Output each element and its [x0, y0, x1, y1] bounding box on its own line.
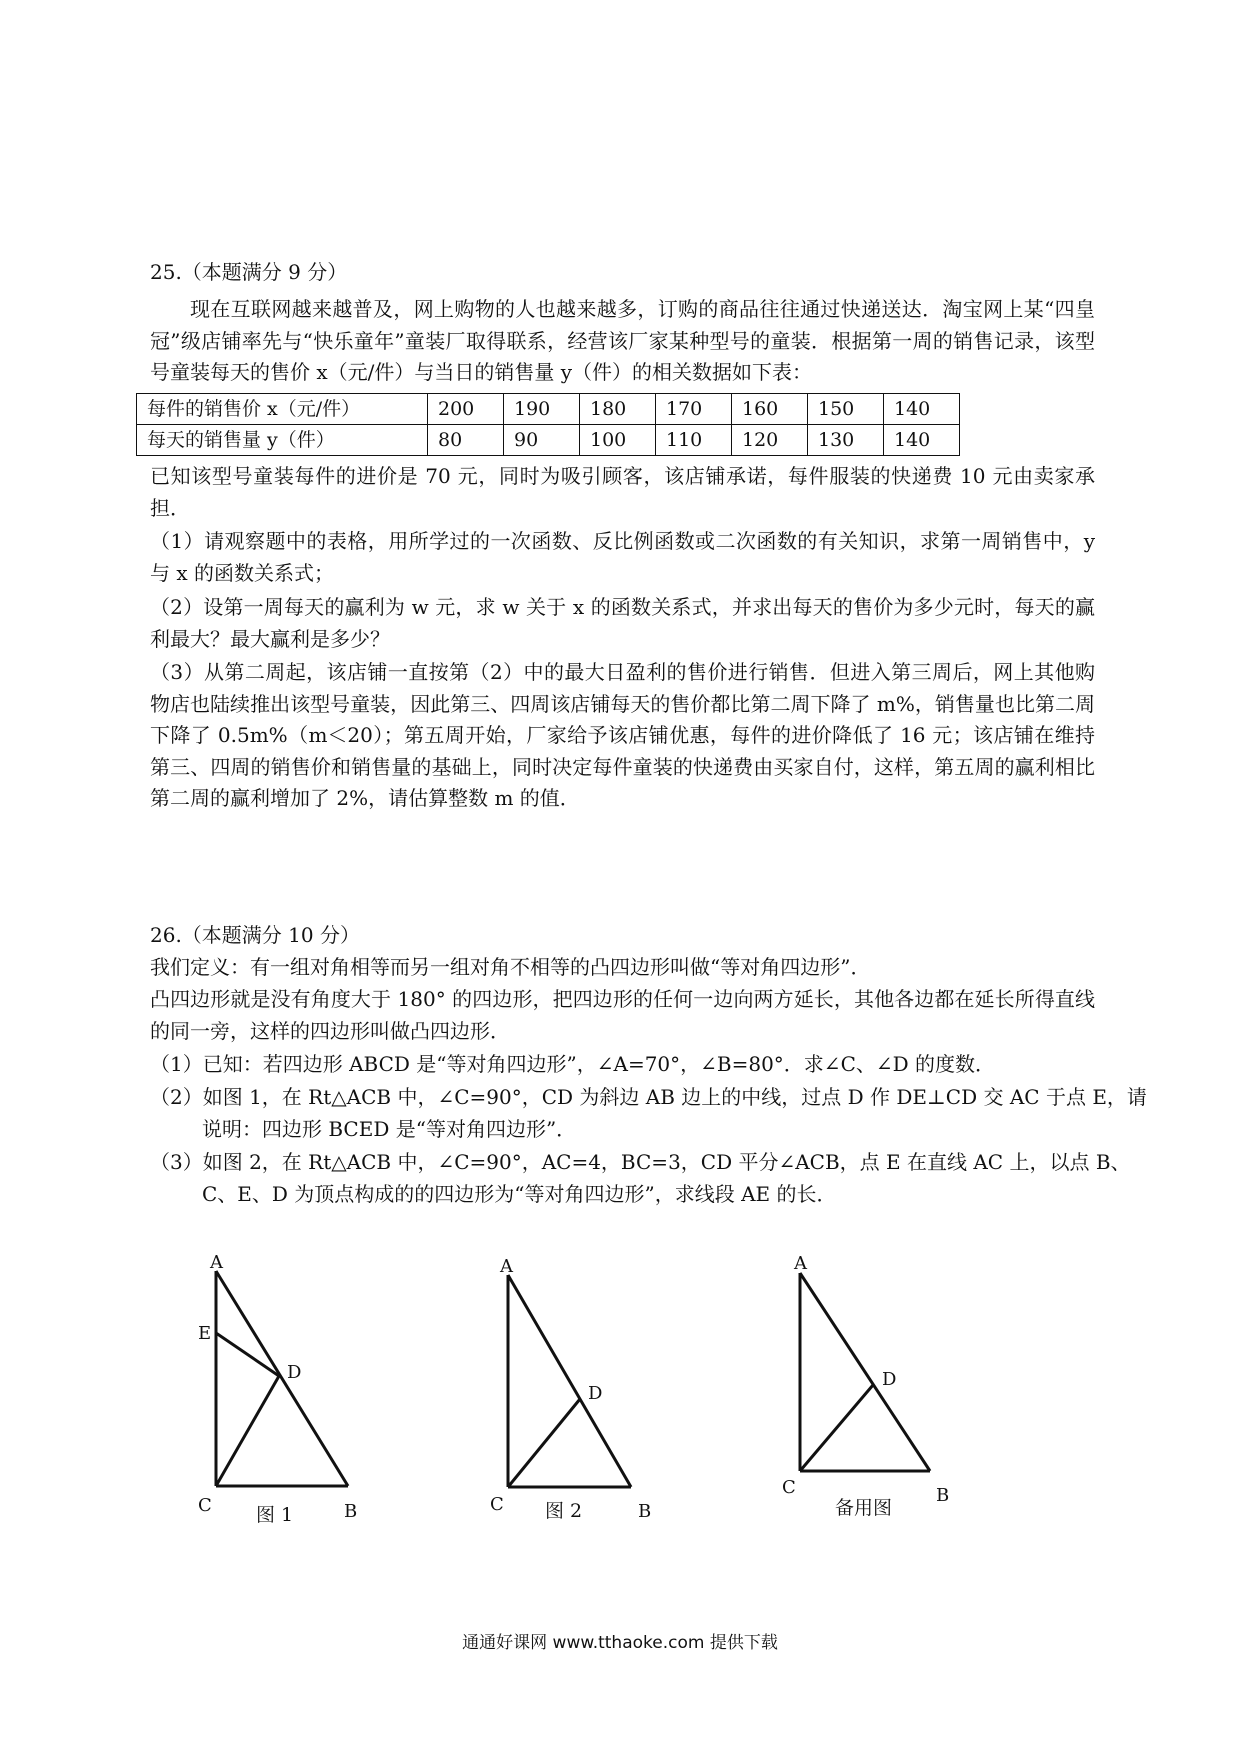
table-cell: 80: [428, 425, 504, 456]
table-cell: 130: [808, 425, 884, 456]
table-cell: 120: [732, 425, 808, 456]
label-d: D: [588, 1383, 603, 1404]
label-e: E: [198, 1323, 212, 1344]
table-cell: 90: [504, 425, 580, 456]
q26-definition: 我们定义：有一组对角相等而另一组对角不相等的凸四边形叫做“等对角四边形”．: [150, 955, 871, 979]
label-d: D: [882, 1369, 897, 1390]
figure-1-drawing: [190, 1252, 370, 1522]
q25-heading: 25.（本题满分 9 分）: [150, 260, 348, 284]
q26-part3: （3）如图 2，在 Rt△ACB 中，∠C=90°，AC=4，BC=3，CD 平分∠ACB，点 E 在直线 AC 上，以点 B、C、E、D 为顶点构成的的四边形为“等对角四边形”，求线段 AE 的长．: [150, 1150, 1131, 1206]
figure-2-caption: 图 2: [545, 1500, 583, 1522]
table-cell: 140: [884, 425, 960, 456]
table-cell: 200: [428, 394, 504, 425]
label-a: A: [794, 1253, 807, 1274]
label-b: B: [638, 1501, 652, 1522]
q26-part2: （2）如图 1，在 Rt△ACB 中，∠C=90°，CD 为斜边 AB 边上的中线，过点 D 作 DE⊥CD 交 AC 于点 E，请说明：四边形 BCED 是“等对角四边形”．: [150, 1085, 1147, 1141]
segment-cd: [508, 1399, 580, 1487]
q26-part1: （1）已知：若四边形 ABCD 是“等对角四边形”，∠A=70°，∠B=80°．求∠C、∠D 的度数．: [150, 1052, 996, 1076]
segment-cd: [800, 1385, 873, 1471]
figure-1: [190, 1252, 370, 1522]
table-cell: 160: [732, 394, 808, 425]
side-ab: [800, 1273, 930, 1471]
q25-part1: （1）请观察题中的表格，用所学过的一次函数、反比例函数或二次函数的有关知识，求第一周销售中，y 与 x 的函数关系式；: [150, 529, 1095, 585]
figure-backup-caption: 备用图: [835, 1497, 893, 1519]
row2-label: 每天的销售量 y（件）: [137, 425, 428, 456]
q25-part2: （2）设第一周每天的赢利为 w 元，求 w 关于 x 的函数关系式，并求出每天的售价为多少元时，每天的赢利最大？最大赢利是多少？: [150, 595, 1095, 651]
label-b: B: [344, 1501, 358, 1522]
label-d: D: [287, 1362, 302, 1383]
sales-table: [136, 393, 960, 456]
figure-backup: [780, 1245, 960, 1509]
figure-backup-drawing: [780, 1245, 960, 1505]
label-a: A: [210, 1252, 223, 1273]
table-cell: 110: [656, 425, 732, 456]
label-c: C: [198, 1495, 212, 1516]
q25-after-table: 已知该型号童装每件的进价是 70 元，同时为吸引顾客，该店铺承诺，每件服装的快递费 10 元由卖家承担．: [150, 464, 1095, 520]
table-cell: 100: [580, 425, 656, 456]
table-row: [137, 425, 960, 456]
label-c: C: [490, 1494, 504, 1515]
q25-intro: 现在互联网越来越普及，网上购物的人也越来越多，订购的商品往往通过快递送达．淘宝网上某“四皇冠”级店铺率先与“快乐童年”童装厂取得联系，经营该厂家某种型号的童装．根据第一周的销售记录，该型号童装每天的售价 x（元/件）与当日的销售量 y（件）的相关数据如下表：: [150, 297, 1095, 384]
table-row: [137, 394, 960, 425]
q26-heading: 26.（本题满分 10 分）: [150, 923, 360, 947]
label-a: A: [500, 1256, 513, 1277]
label-b: B: [936, 1485, 950, 1506]
segment-cd: [216, 1376, 279, 1486]
side-ab: [508, 1275, 631, 1487]
footer-credit: 通通好课网 www.tthaoke.com 提供下载: [462, 1633, 778, 1653]
figure-2-drawing: [490, 1255, 670, 1522]
figure-1-caption: 图 1: [256, 1504, 294, 1526]
q26-convex-definition: 凸四边形就是没有角度大于 180° 的四边形，把四边形的任何一边向两方延长，其他各边都在延长所得直线的同一旁，这样的四边形叫做凸四边形．: [150, 987, 1095, 1043]
row1-label: 每件的销售价 x（元/件）: [137, 394, 428, 425]
figure-2: [490, 1255, 670, 1522]
segment-de: [216, 1333, 279, 1376]
table-cell: 170: [656, 394, 732, 425]
table-cell: 190: [504, 394, 580, 425]
table-cell: 180: [580, 394, 656, 425]
table-cell: 140: [884, 394, 960, 425]
q25-part3: （3）从第二周起，该店铺一直按第（2）中的最大日盈利的售价进行销售．但进入第三周后，网上其他购物店也陆续推出该型号童装，因此第三、四周该店铺每天的售价都比第二周下降了 m%，销售量也比第二周下降了 0.5m%（m＜20）；第五周开始，厂家给予该店铺优惠，每件的进价降低了 16 元；该店铺在维持第三、四周的销售价和销售量的基础上，同时决定每件童装的快递费由买家自付，这样，第五周的赢利相比第二周的赢利增加了 2%，请估算整数 m 的值．: [150, 660, 1095, 810]
label-c: C: [782, 1477, 796, 1498]
table-cell: 150: [808, 394, 884, 425]
